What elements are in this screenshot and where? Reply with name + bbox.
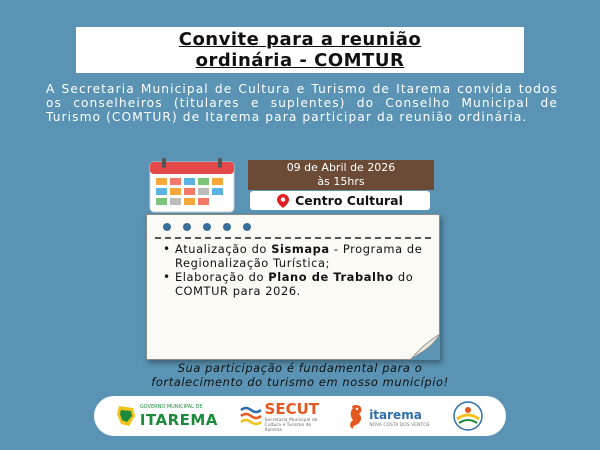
- note-hole: [243, 223, 251, 231]
- agenda-item: [161, 243, 435, 270]
- map-emblem-icon: [115, 404, 137, 428]
- closing-text: [40, 362, 560, 389]
- venue-label: Centro Cultural: [295, 193, 403, 208]
- seahorse-icon: [346, 403, 366, 429]
- title-line-2: ordinária - COMTUR: [195, 50, 405, 71]
- tourism-logo: [346, 403, 429, 429]
- agenda-list: [161, 243, 435, 299]
- agenda-item-bold: Plano de Trabalho: [268, 270, 394, 285]
- note-hole: [183, 223, 191, 231]
- note-holes: [163, 223, 251, 231]
- calendar-icon: [148, 158, 236, 214]
- venue-box: [250, 191, 430, 210]
- title-box: [76, 27, 524, 73]
- prefeitura-logo: [115, 404, 218, 429]
- note-hole: [223, 223, 231, 231]
- agenda-item-bold: Sismapa: [271, 242, 330, 256]
- agenda-item-prefix: Elaboração do: [175, 270, 269, 285]
- comtur-seal-icon: [451, 401, 485, 431]
- event-time: às 15hrs: [317, 175, 365, 188]
- agenda-item-prefix: Atualização do: [175, 242, 272, 256]
- tourism-name: itarema: [369, 408, 422, 422]
- agenda-item-suffix: - Programa de Regionalização Turística;: [175, 242, 423, 270]
- location-pin-icon: [277, 194, 289, 208]
- title-line-1: Convite para a reunião: [178, 29, 422, 50]
- intro-text: A Secretaria Municipal de Cultura e Turismo de Itarema convida todos os conselheiros (titulares e suplentes) do Conselho Municipal de Turismo (COMTUR) de Itarema para participar da reunião ordinária.: [46, 82, 558, 125]
- note-hole: [203, 223, 211, 231]
- prefeitura-name: ITAREMA: [139, 410, 218, 429]
- note-divider: [155, 237, 431, 239]
- prefeitura-top: GOVERNO MUNICIPAL DE: [139, 403, 203, 410]
- closing-line-1: Sua participação é fundamental para o: [177, 361, 423, 375]
- page-curl-icon: [410, 334, 440, 360]
- secut-name: SECUT: [264, 400, 320, 418]
- secut-sub: Secretaria Municipal de Cultura e Turismo de Itarema: [264, 418, 318, 433]
- closing-line-2: fortalecimento do turismo em nosso município!: [151, 374, 449, 389]
- logo-bar: [94, 396, 506, 436]
- date-banner: [248, 160, 434, 190]
- tourism-sub: NOVA COSTA DOS VENTOS: [369, 423, 430, 428]
- agenda-item-suffix: do COMTUR para 2026.: [175, 270, 414, 298]
- secut-logo: [240, 399, 325, 433]
- event-date: 09 de Abril de 2026: [286, 161, 396, 174]
- agenda-note: [146, 214, 440, 360]
- note-hole: [163, 223, 171, 231]
- agenda-item: [161, 271, 435, 298]
- waves-icon: [240, 405, 262, 427]
